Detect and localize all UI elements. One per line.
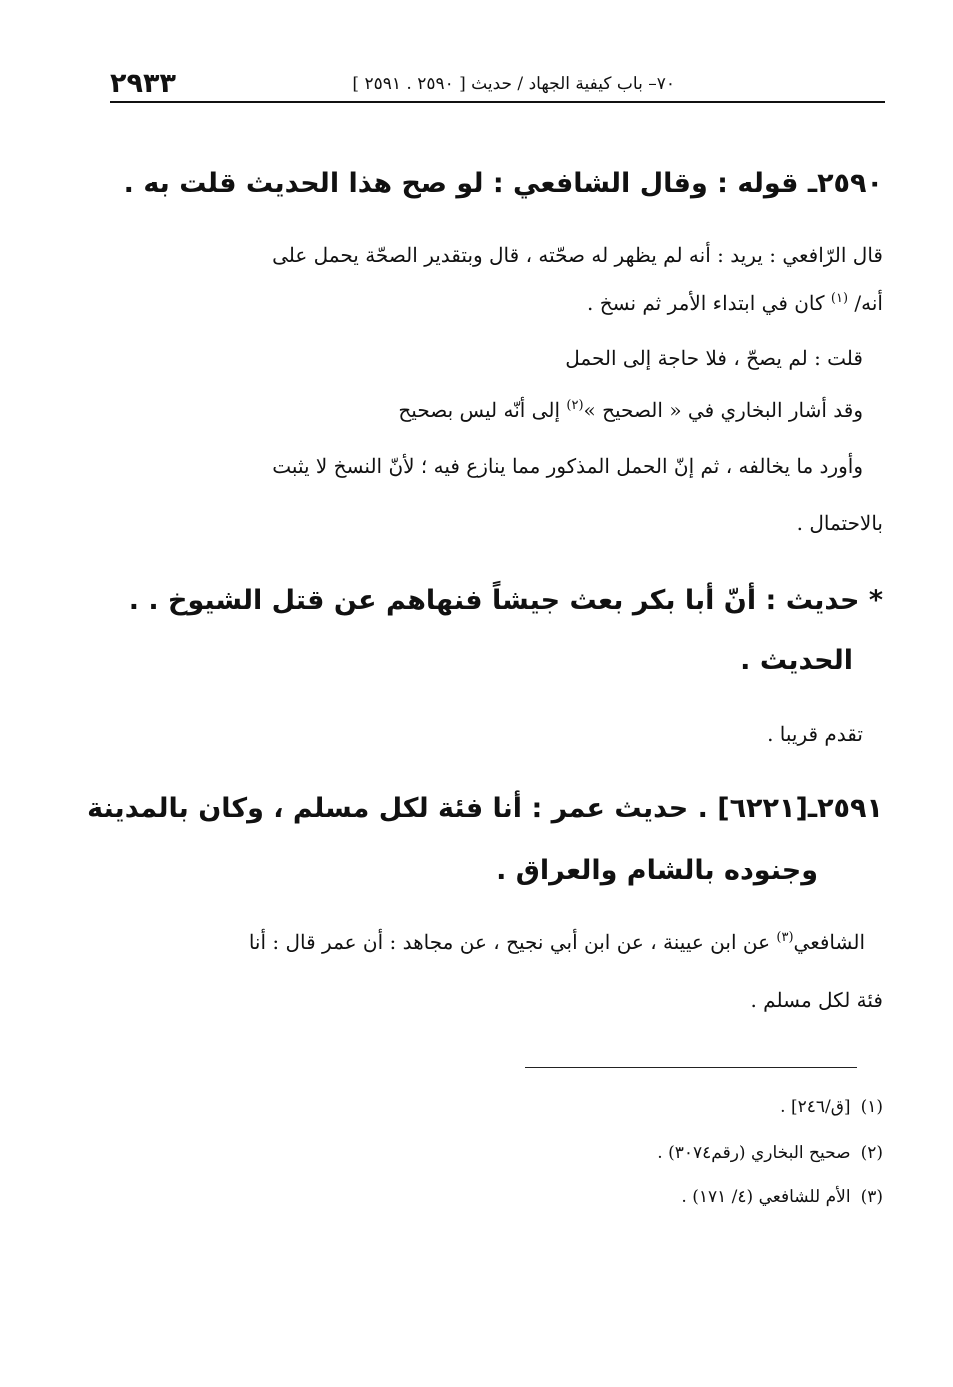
footnote-text: صحيح البخاري (رقم٣٠٧٤) . bbox=[657, 1143, 851, 1163]
entry-2591-heading bbox=[87, 793, 883, 886]
entry-2590-paragraph-3 bbox=[88, 398, 863, 422]
paragraph-line bbox=[108, 291, 883, 315]
entry-2591-body bbox=[108, 930, 883, 1012]
heading-line: * حديث : أنّ أبا بكر بعث جيشاً فنهاهم عن قتل الشيوخ . . bbox=[128, 585, 883, 616]
entry-2590-paragraph-1 bbox=[108, 243, 883, 315]
paragraph-line: فئة لكل مسلم . bbox=[750, 988, 883, 1012]
footnote-2 bbox=[657, 1143, 883, 1163]
footnote-text: [ق/٢٤٦] . bbox=[780, 1097, 851, 1117]
footnote-ref-3: (٣) bbox=[776, 930, 794, 945]
text-segment: عن ابن عيينة ، عن ابن أبي نجيح ، عن مجاهد : أن عمر قال : أنا bbox=[248, 930, 777, 954]
footnote-1 bbox=[780, 1097, 883, 1117]
paragraph-line: قال الرّافعي : يريد : أنه لم يظهر له صحّته ، قال وبتقدير الصحّة يحمل على bbox=[272, 243, 883, 267]
entry-2590-paragraph-2: قلت : لم يصحّ ، فلا حاجة إلى الحمل bbox=[565, 346, 863, 370]
heading-line: ٢٥٩١ـ[٦٢٢١] . حديث عمر : أنا فئة لكل مسلم ، وكان بالمدينة bbox=[87, 793, 883, 824]
footnote-text: الأم للشافعي (٤/ ١٧١) . bbox=[681, 1187, 851, 1207]
footnote-ref-2: (٢) bbox=[566, 398, 584, 413]
footnote-ref-1: (١) bbox=[830, 291, 849, 306]
entry-2590-paragraph-4 bbox=[108, 454, 883, 535]
text-segment: إلى أنّه ليس بصحيح bbox=[398, 398, 567, 422]
page-header bbox=[110, 68, 885, 102]
footnote-3 bbox=[681, 1187, 883, 1207]
text-segment: أنه/ bbox=[854, 291, 883, 315]
header-divider bbox=[110, 101, 885, 103]
text-segment: وقد أشار البخاري في « الصحيح » bbox=[583, 398, 863, 422]
footnote-divider bbox=[525, 1067, 857, 1068]
paragraph-line: بالاحتمال . bbox=[796, 511, 883, 535]
footnote-number: (٣) bbox=[860, 1187, 883, 1207]
paragraph-line: وأورد ما يخالفه ، ثم إنّ الحمل المذكور مما ينازع فيه ؛ لأنّ النسخ لا يثبت bbox=[272, 454, 863, 478]
running-title: ٧٠– باب كيفية الجهاد / حديث [ ٢٥٩٠ . ٢٥٩١ ] bbox=[352, 74, 675, 94]
text-segment: الشافعي bbox=[793, 930, 865, 954]
hadith-abubakr-heading bbox=[108, 585, 883, 676]
paragraph-line bbox=[108, 930, 883, 988]
heading-line: وجنوده بالشام والعراق . bbox=[496, 855, 818, 886]
footnote-number: (١) bbox=[860, 1097, 883, 1117]
entry-2590-heading: ٢٥٩٠ـ قوله : وقال الشافعي : لو صح هذا الحديث قلت به . bbox=[123, 168, 883, 199]
hadith-abubakr-body: تقدم قريبا . bbox=[767, 722, 863, 746]
text-segment: كان في ابتداء الأمر ثم نسخ . bbox=[586, 291, 831, 315]
footnote-number: (٢) bbox=[860, 1143, 883, 1163]
heading-line: الحديث . bbox=[740, 645, 853, 676]
page-number: ٢٩٣٣ bbox=[110, 68, 176, 99]
